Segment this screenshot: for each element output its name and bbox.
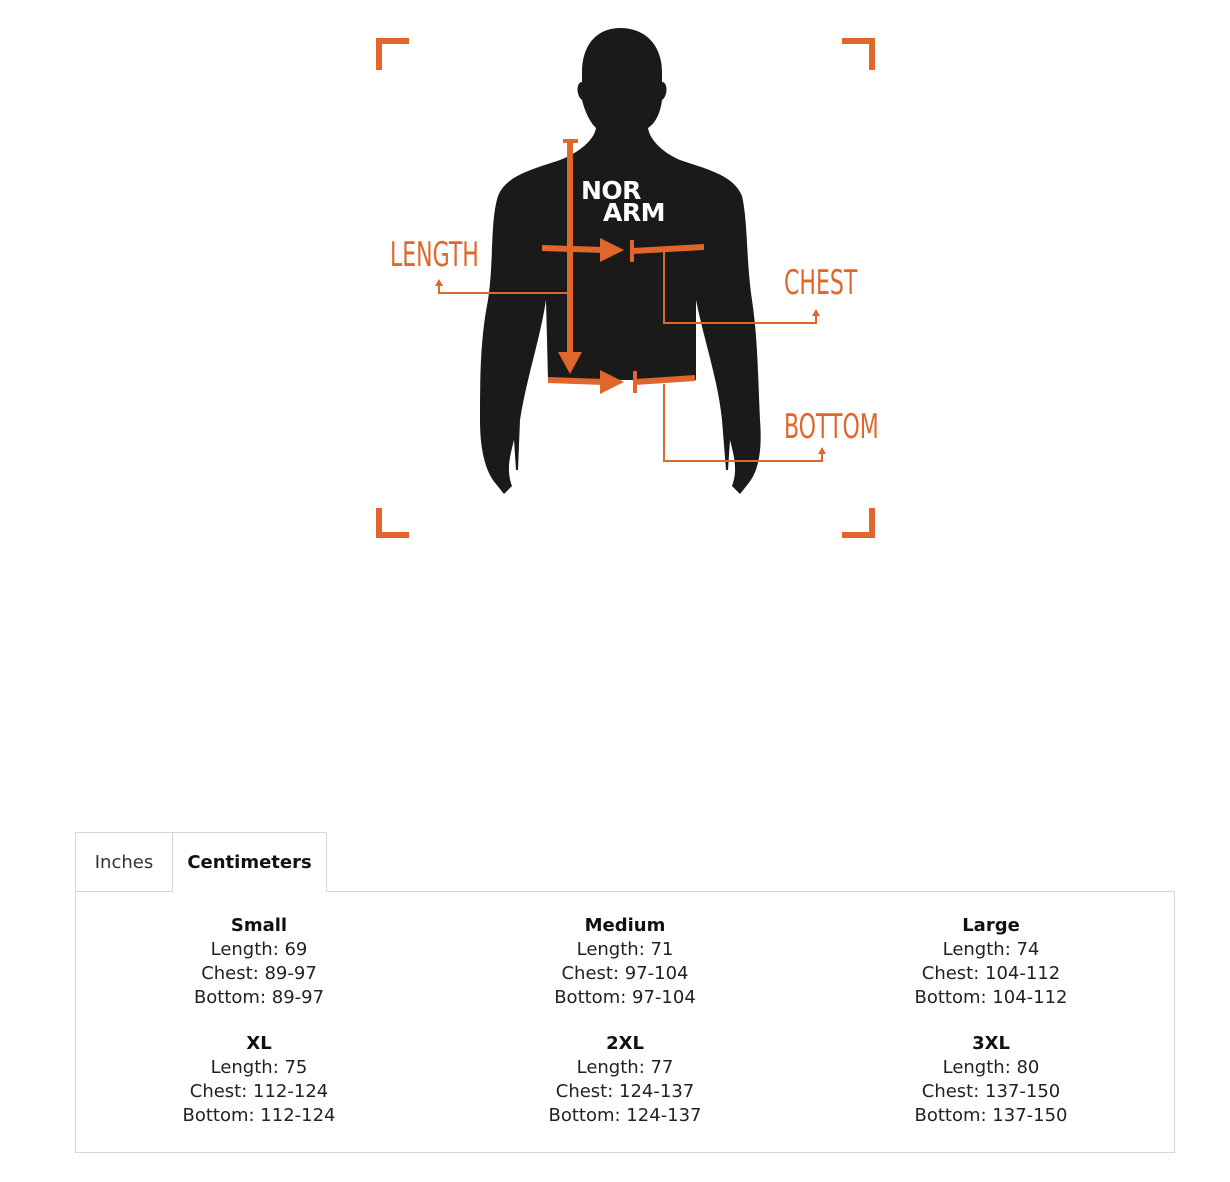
chest-leader-arrow	[812, 309, 820, 316]
tab-inches[interactable]: Inches	[75, 832, 172, 892]
chest-left-line	[542, 248, 604, 250]
size-length: Length: 77	[576, 1057, 674, 1078]
torso-silhouette	[480, 28, 761, 494]
size-bottom: Bottom: 104-112	[914, 987, 1068, 1008]
size-chest: Chest: 89-97	[201, 963, 317, 984]
length-leader-arrow	[435, 279, 443, 286]
size-length: Length: 75	[210, 1057, 308, 1078]
size-length: Length: 74	[942, 939, 1040, 960]
size-grid	[76, 914, 1174, 1128]
size-name: 3XL	[972, 1033, 1010, 1054]
size-chest: Chest: 137-150	[921, 1081, 1061, 1102]
size-name: 2XL	[606, 1033, 644, 1054]
bottom-leader-arrow	[818, 447, 826, 454]
size-bottom: Bottom: 89-97	[193, 987, 325, 1008]
size-chest: Chest: 104-112	[921, 963, 1061, 984]
size-bottom: Bottom: 137-150	[914, 1105, 1068, 1126]
size-length: Length: 71	[576, 939, 674, 960]
length-label: LENGTH	[390, 235, 479, 275]
size-name: Medium	[584, 915, 666, 936]
size-chart-panel	[75, 891, 1175, 1153]
chest-right-line	[632, 247, 704, 251]
size-card-large	[808, 914, 1174, 1010]
bottom-label: BOTTOM	[784, 407, 879, 447]
size-name: XL	[246, 1033, 272, 1054]
size-chest: Chest: 97-104	[561, 963, 689, 984]
size-name: Small	[230, 915, 288, 936]
size-chest: Chest: 124-137	[555, 1081, 695, 1102]
unit-tabs	[75, 832, 327, 892]
size-bottom: Bottom: 124-137	[548, 1105, 702, 1126]
chest-label: CHEST	[784, 263, 858, 303]
size-card-2xl	[442, 1032, 808, 1128]
bracket-top-left	[379, 41, 409, 70]
size-card-small	[76, 914, 442, 1010]
tab-centimeters[interactable]: Centimeters	[172, 832, 327, 892]
size-bottom: Bottom: 97-104	[554, 987, 696, 1008]
size-bottom: Bottom: 112-124	[182, 1105, 336, 1126]
size-length: Length: 69	[210, 939, 308, 960]
size-card-medium	[442, 914, 808, 1010]
logo-line-2: ARM	[603, 198, 665, 227]
size-chest: Chest: 112-124	[189, 1081, 329, 1102]
size-card-3xl	[808, 1032, 1174, 1128]
logo-line-1: NOR	[581, 176, 641, 205]
size-name: Large	[962, 915, 1020, 936]
bracket-bottom-right	[842, 508, 872, 535]
brand-logo	[581, 178, 665, 225]
bottom-right-line	[635, 378, 695, 382]
size-length: Length: 80	[942, 1057, 1040, 1078]
bracket-bottom-left	[379, 508, 409, 535]
bottom-left-line	[548, 380, 604, 382]
size-card-xl	[76, 1032, 442, 1128]
size-diagram	[0, 0, 1230, 560]
size-diagram-graphic	[0, 0, 1230, 560]
bracket-top-right	[842, 41, 872, 70]
